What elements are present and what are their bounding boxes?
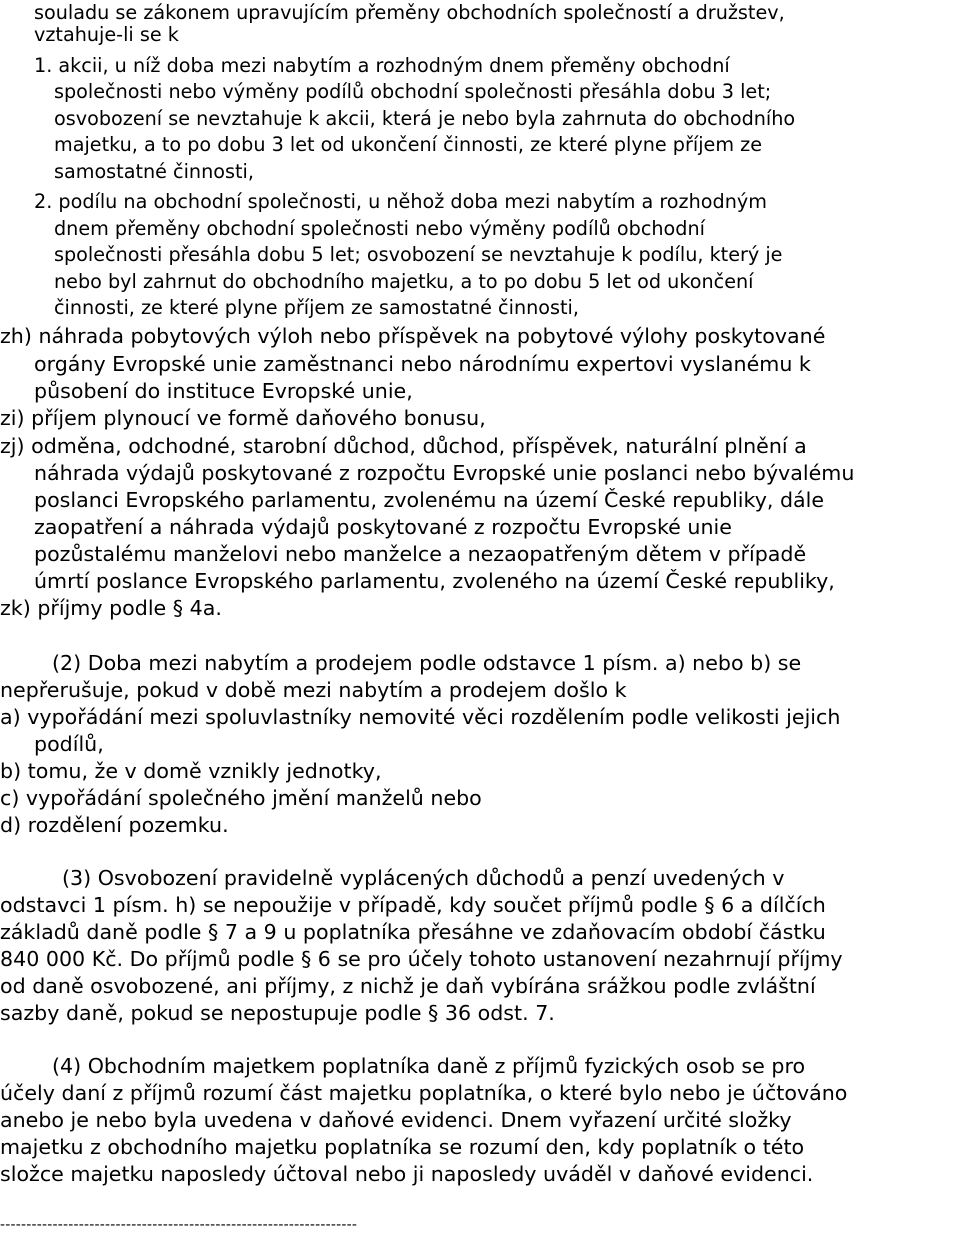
text-line: anebo je nebo byla uvedena v daňové evidenci. Dnem vyřazení určité složky: [0, 1108, 792, 1132]
text-line: souladu se zákonem upravujícím přeměny obchodních společností a družstev,: [34, 1, 785, 24]
text-line: dnem přeměny obchodní společnosti nebo výměny podílů obchodní: [54, 217, 705, 240]
text-line: 840 000 Kč. Do příjmů podle § 6 se pro účely tohoto ustanovení nezahrnují příjmy: [0, 947, 843, 971]
text-line: podílů,: [34, 732, 104, 756]
text-line: poslanci Evropského parlamentu, zvolenému na území České republiky, dále: [34, 488, 825, 512]
text-line: d) rozdělení pozemku.: [0, 813, 229, 837]
text-line: osvobození se nevztahuje k akcii, která je nebo byla zahrnuta do obchodního: [54, 107, 796, 130]
text-line: zi) příjem plynoucí ve formě daňového bonusu,: [0, 406, 486, 430]
text-line: působení do instituce Evropské unie,: [34, 379, 413, 403]
text-line: majetku z obchodního majetku poplatníka se rozumí den, kdy poplatník o této: [0, 1135, 805, 1159]
paragraph-start: (3) Osvobození pravidelně vyplácených důchodů a penzí uvedených v: [62, 866, 785, 890]
text-line: náhrada výdajů poskytované z rozpočtu Evropské unie poslanci nebo bývalému: [34, 461, 855, 485]
text-line: nebo byl zahrnut do obchodního majetku, a to po dobu 5 let od ukončení: [54, 270, 754, 293]
text-line: zaopatření a náhrada výdajů poskytované z rozpočtu Evropské unie: [34, 515, 732, 539]
text-line: 2. podílu na obchodní společnosti, u něhož doba mezi nabytím a rozhodným: [34, 190, 767, 213]
text-line: 1. akcii, u níž doba mezi nabytím a rozhodným dnem přeměny obchodní: [34, 54, 730, 77]
paragraph-start: (2) Doba mezi nabytím a prodejem podle odstavce 1 písm. a) nebo b) se: [52, 651, 802, 675]
text-line: společnosti nebo výměny podílů obchodní společnosti přesáhla dobu 3 let;: [54, 80, 772, 103]
text-line: od daně osvobozené, ani příjmy, z nichž je daň vybírána srážkou podle zvláštní: [0, 974, 816, 998]
text-line: majetku, a to po dobu 3 let od ukončení činnosti, ze které plyne příjem ze: [54, 133, 763, 156]
text-line: a) vypořádání mezi spoluvlastníky nemovité věci rozdělením podle velikosti jejich: [0, 705, 841, 729]
text-line: zh) náhrada pobytových výloh nebo příspěvek na pobytové výlohy poskytované: [0, 324, 826, 348]
text-line: základů daně podle § 7 a 9 u poplatníka přesáhne ve zdaňovacím období částku: [0, 920, 826, 944]
text-line: samostatné činnosti,: [54, 160, 254, 183]
text-line: orgány Evropské unie zaměstnanci nebo národnímu expertovi vyslanému k: [34, 352, 811, 376]
text-line: účely daní z příjmů rozumí část majetku poplatníka, o které bylo nebo je účtováno: [0, 1081, 848, 1105]
text-line: nepřerušuje, pokud v době mezi nabytím a prodejem došlo k: [0, 678, 627, 702]
text-line: činnosti, ze které plyne příjem ze samostatné činnosti,: [54, 296, 579, 319]
text-line: vztahuje-li se k: [34, 23, 179, 46]
text-line: zk) příjmy podle § 4a.: [0, 596, 222, 620]
text-line: zj) odměna, odchodné, starobní důchod, důchod, příspěvek, naturální plnění a: [0, 434, 807, 458]
text-line: pozůstalému manželovi nebo manželce a nezaopatřeným dětem v případě: [34, 542, 807, 566]
text-line: c) vypořádání společného jmění manželů nebo: [0, 786, 482, 810]
paragraph-start: (4) Obchodním majetkem poplatníka daně z příjmů fyzických osob se pro: [52, 1054, 806, 1078]
text-line: složce majetku naposledy účtoval nebo ji naposledy uváděl v daňové evidenci.: [0, 1162, 814, 1186]
text-line: sazby daně, pokud se nepostupuje podle § 36 odst. 7.: [0, 1001, 555, 1025]
text-line: úmrtí poslance Evropského parlamentu, zvoleného na území České republiky,: [34, 569, 835, 593]
footnote-separator: --------------------------------------------------------------------: [0, 1217, 358, 1233]
text-line: odstavci 1 písm. h) se nepoužije v případě, kdy součet příjmů podle § 6 a dílčích: [0, 893, 826, 917]
text-line: b) tomu, že v domě vznikly jednotky,: [0, 759, 382, 783]
text-line: společnosti přesáhla dobu 5 let; osvobození se nevztahuje k podílu, který je: [54, 243, 783, 266]
